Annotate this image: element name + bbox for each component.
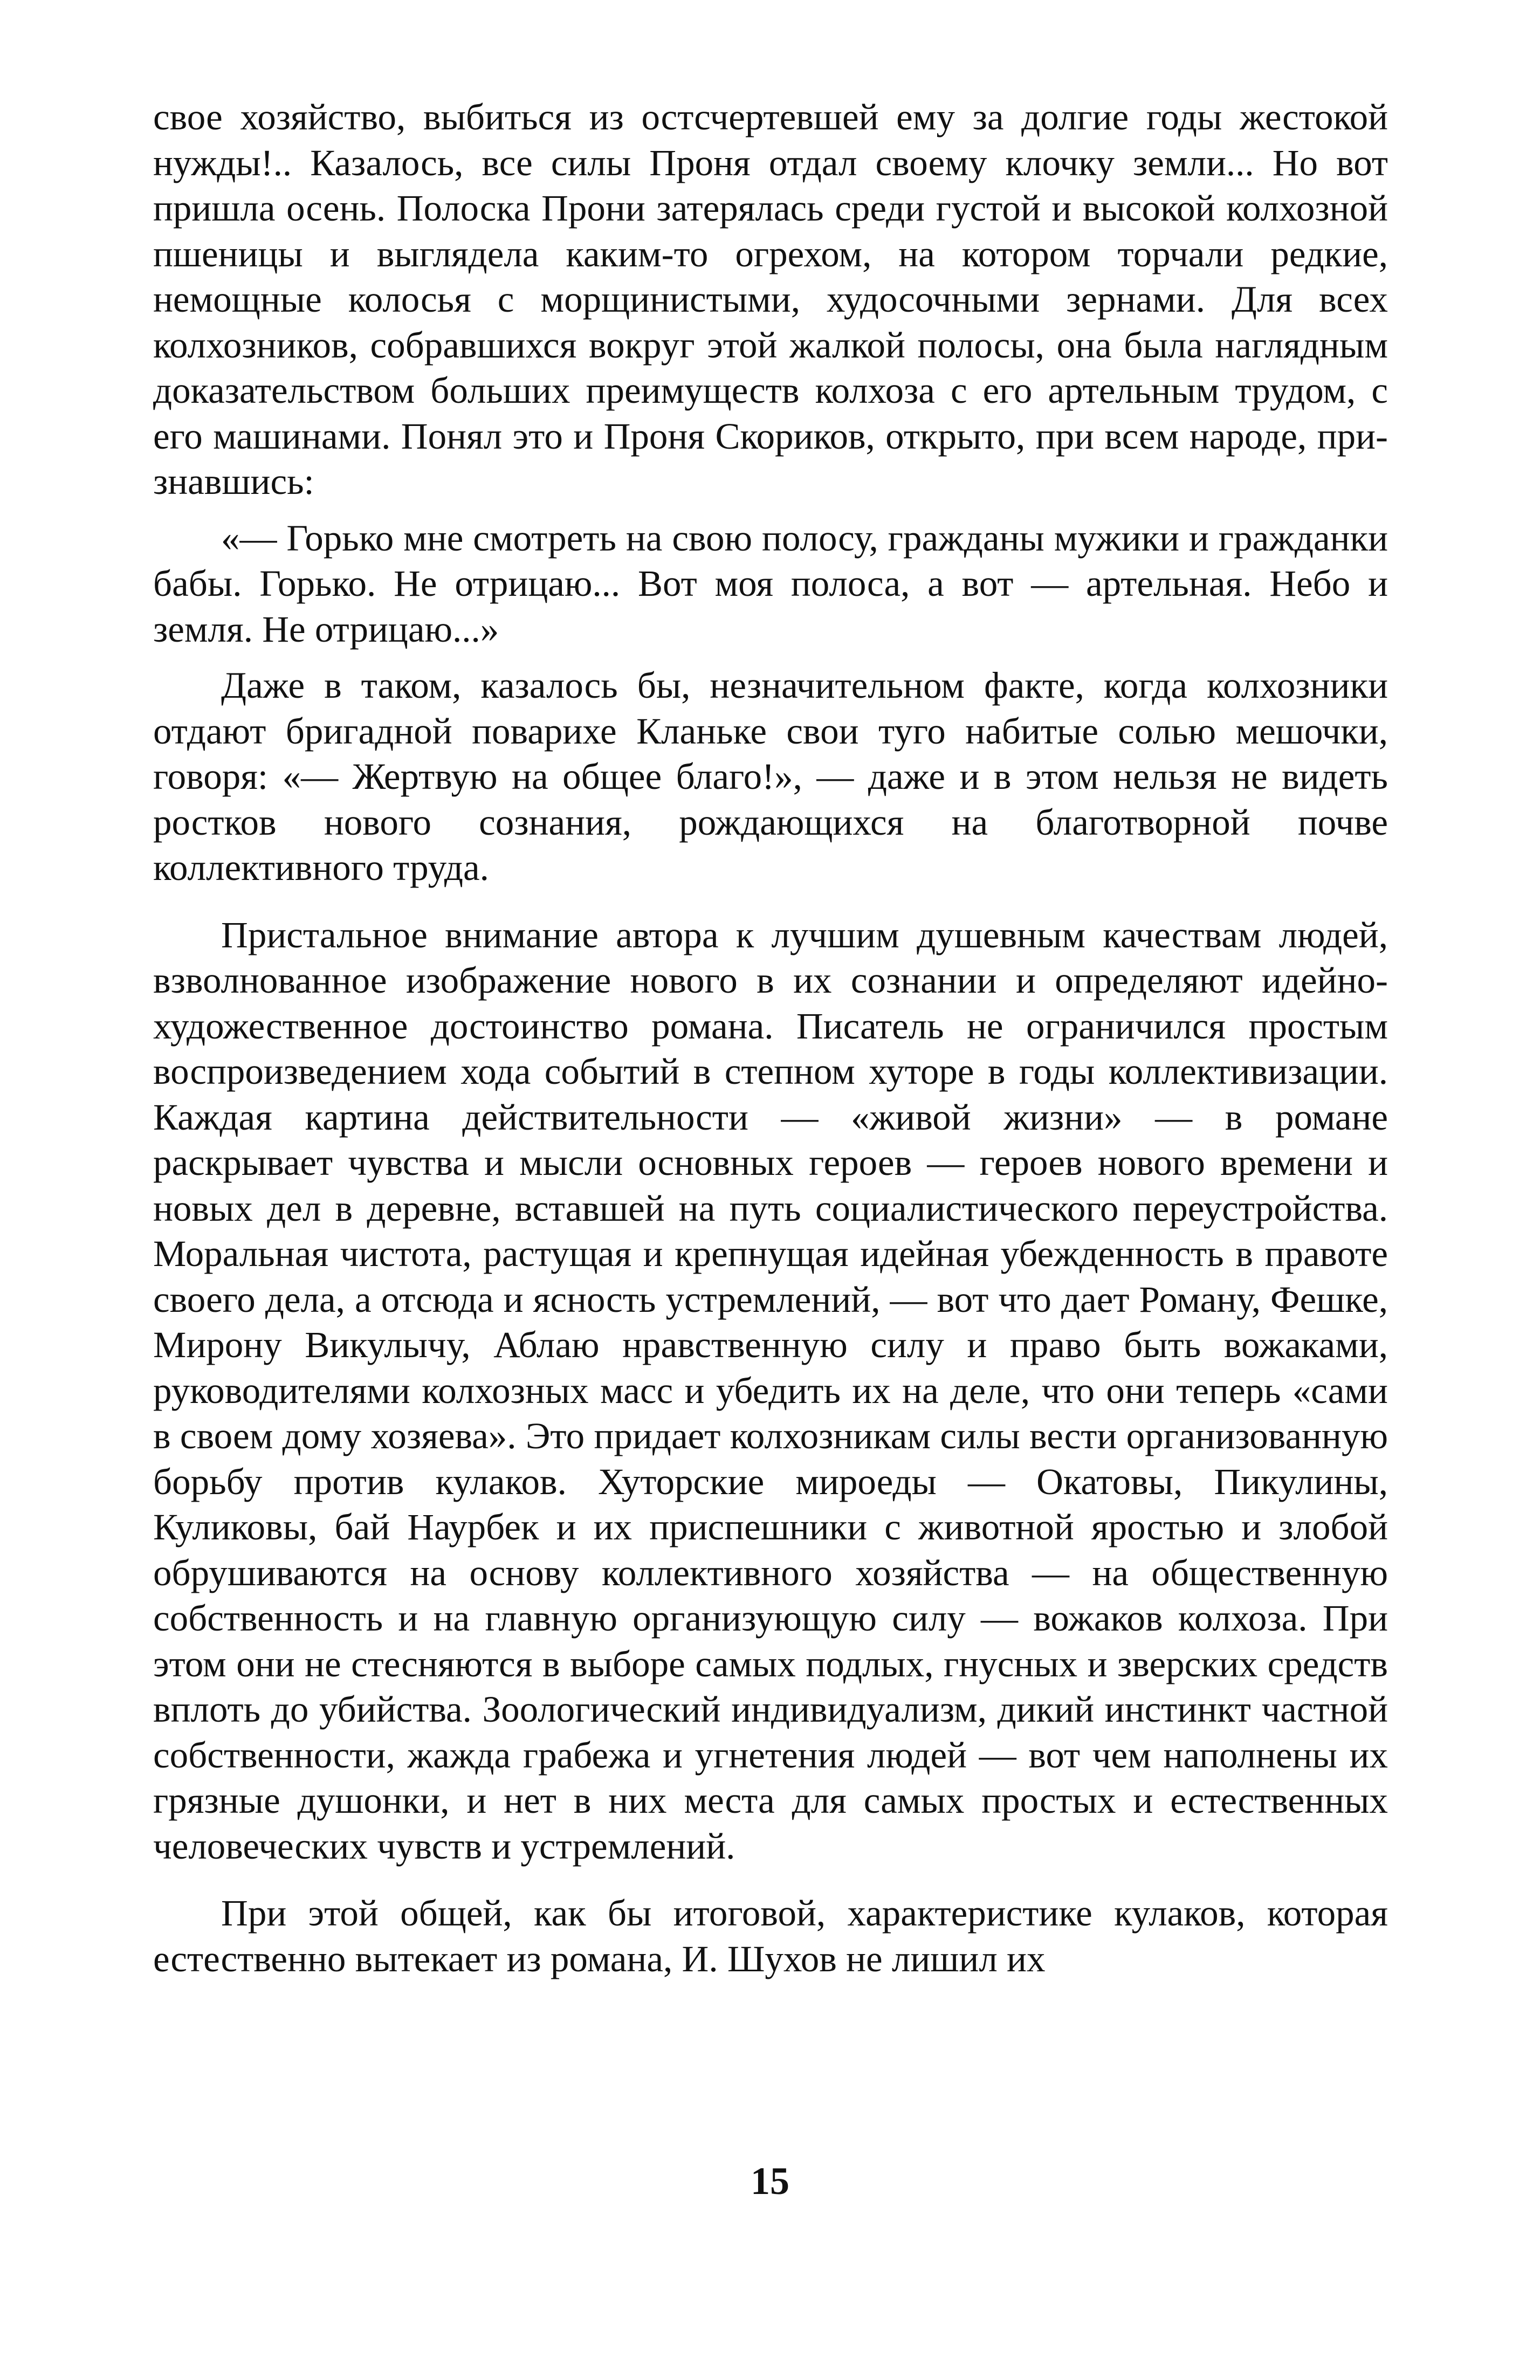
page-number: 15 xyxy=(751,2159,789,2203)
paragraph-fact: Даже в таком, казалось бы, незначительном факте, когда колхозники отдают бригадной поварихе Кланьке свои туго набитые солью мешочки, говоря: «— Жертвую на общее благо!», — даже и в этом нельзя не видеть ростков нового сознания, рождающихся на благотворной почве коллективного труда. xyxy=(153,665,1388,888)
page-body xyxy=(153,94,1388,1982)
paragraph-continued: свое хозяйство, выбиться из остсчертевшей ему за долгие годы жестокой нужды!.. Казалось, все силы Проня отдал своему клочку земли... Но вот пришла осень. Полоска Прони затерялась среди густой и высокой колхозной пшеницы и выглядела каким-то огрехом, на котором торчали редкие, немощные колосья с морщинистыми, худосочными зернами. Для всех колхозников, собравшихся вокруг этой жалкой полосы, она была наглядным доказательством больших преимуществ колхоза с его артельным трудом, с его машинами. Понял это и Проня Скориков, открыто, при всем народе, признавшись: xyxy=(153,97,1388,502)
paragraph-conclusion: При этой общей, как бы итоговой, характеристике кулаков, которая естественно вытекает из романа, И. Шухов не лишил их xyxy=(153,1893,1388,1979)
paragraph-analysis: Пристальное внимание автора к лучшим душевным качествам людей, взволнованное изображение нового в их сознании и определяют идейно-художественное достоинство романа. Писатель не ограничился простым воспроизведением хода событий в степном хуторе в годы коллективизации. Каждая картина действительности — «живой жизни» — в романе раскрывает чувства и мысли основных героев — героев нового времени и новых дел в деревне, вставшей на путь социалистического переустройства. Моральная чистота, растущая и крепнущая идейная убежденность в правоте своего дела, а отсюда и ясность устремлений, — вот что дает Роману, Фешке, Мирону Викулычу, Аблаю нравственную силу и право быть вожаками, руководителями колхозных масс и убедить их на деле, что они теперь «сами в своем дому хозяева». Это придает колхозникам силы вести организованную борьбу против кулаков. Хуторские мироеды — Окатовы, Пикулины, Куликовы, бай Наурбек и их приспешники с животной яростью и злобой обрушиваются на основу коллективного хозяйства — на общественную собственность и на главную организующую силу — вожаков колхоза. При этом они не стесняются в выборе самых подлых, гнусных и зверских средств вплоть до убийства. Зоологический индивидуализм, дикий инстинкт частной собственности, жажда грабежа и угнетения людей — вот чем наполнены их грязные душонки, и нет в них места для самых простых и естественных человеческих чувств и устремлений. xyxy=(153,914,1388,1867)
paragraph-quote: «— Горько мне смотреть на свою полосу, гражданы мужики и гражданки бабы. Горько. Не отрицаю... Вот моя полоса, а вот — артельная. Небо и земля. Не отрицаю...» xyxy=(153,517,1388,650)
